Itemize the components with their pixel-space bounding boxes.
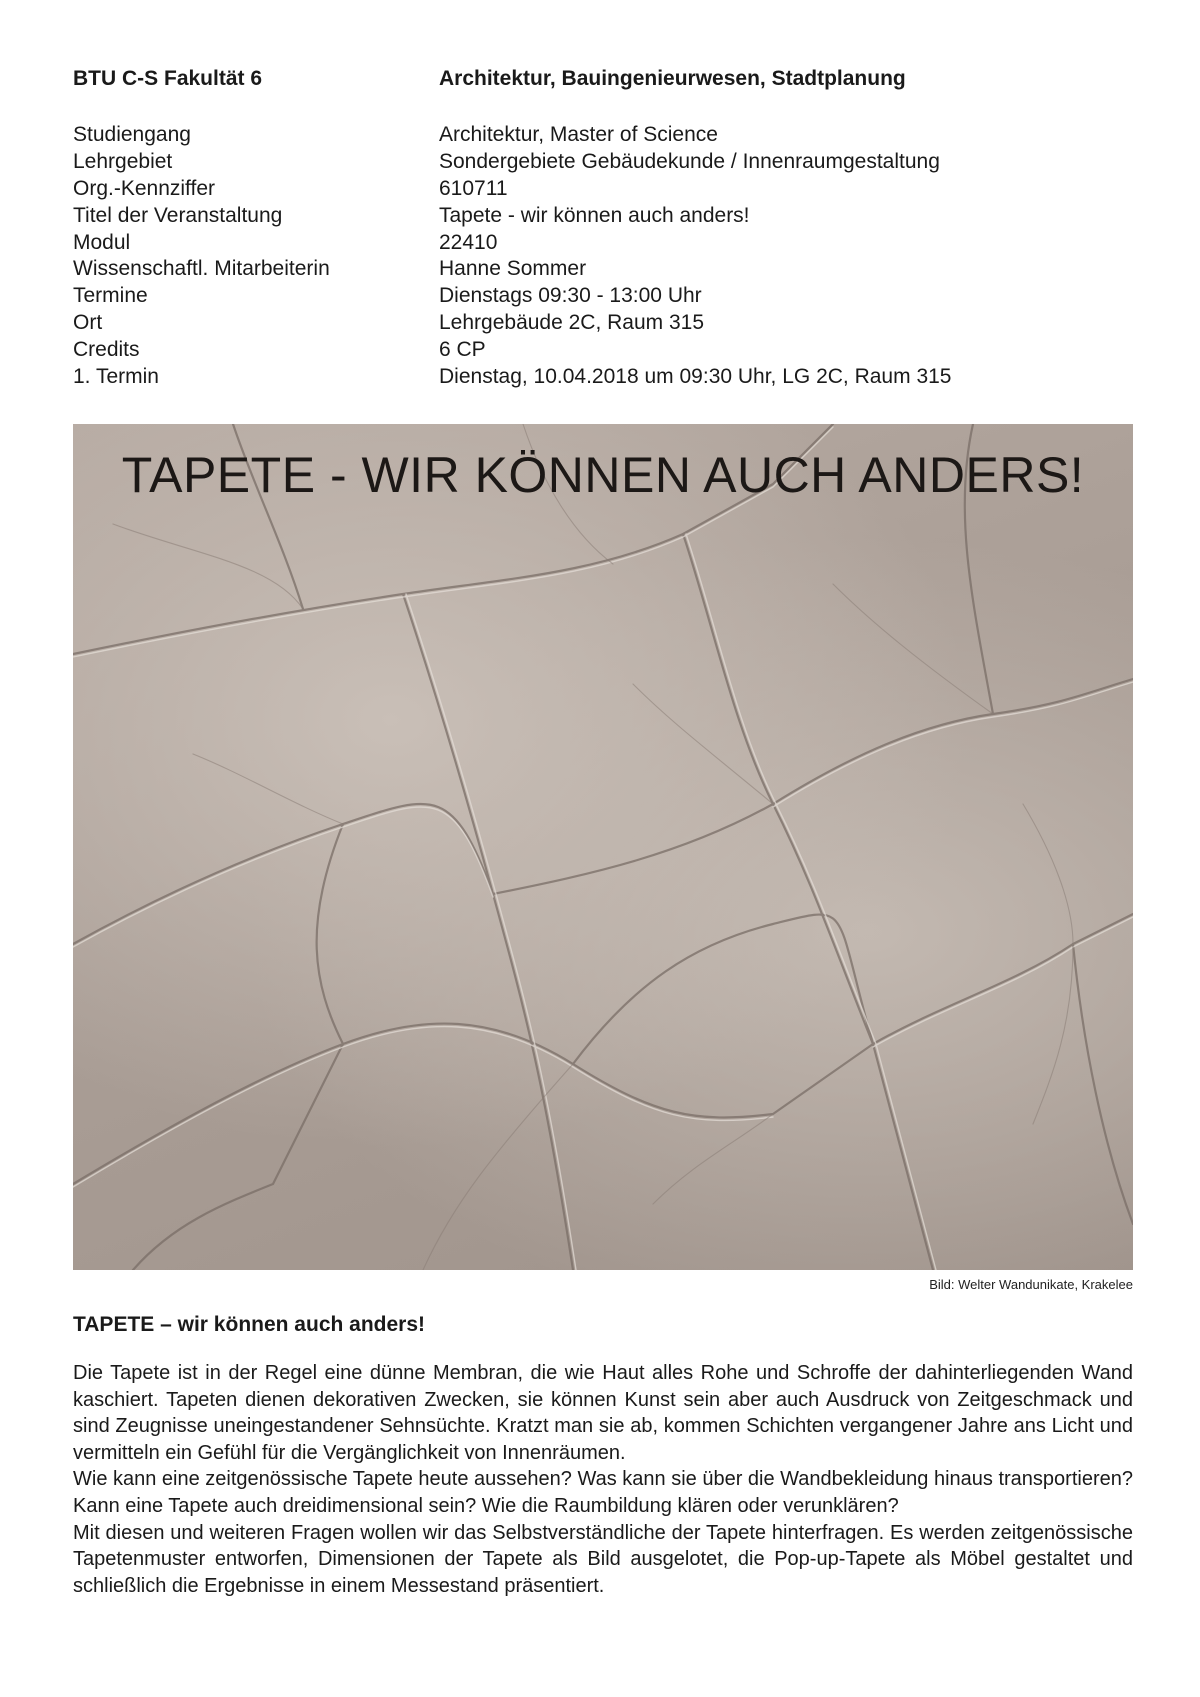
article-body (73, 1360, 1133, 1599)
info-row-course-title (73, 203, 1133, 230)
hero-title: TAPETE - WIR KÖNNEN AUCH ANDERS! (121, 447, 1085, 503)
image-credit: Bild: Welter Wandunikate, Krakelee (929, 1277, 1133, 1292)
info-row-dates (73, 283, 1133, 310)
info-label: Titel der Veranstaltung (73, 203, 283, 227)
info-value: Tapete - wir können auch anders! (439, 203, 750, 227)
info-label: 1. Termin (73, 365, 159, 389)
info-label: Wissenschaftl. Mitarbeiterin (73, 257, 330, 281)
info-label: Studiengang (73, 123, 191, 146)
info-value: Lehrgebäude 2C, Raum 315 (439, 311, 705, 335)
info-label: Org.-Kennziffer (73, 176, 216, 200)
info-value: 22410 (439, 230, 498, 254)
article-paragraph: Die Tapete ist in der Regel eine dünne Membran, die wie Haut alles Rohe und Schroffe der dahinterliegenden Wand kaschiert. Tapeten dienen dekorativen Zwecken, sie können Kunst sein aber auch Ausdruck von Zeitgeschmack und sind Zeugnisse uneingestandener Sehnsüchte. Kratzt man sie ab, kommen Schichten vergangener Jahre ans Licht und vermitteln ein Gefühl für die Vergänglichkeit von Innenräumen. (73, 1362, 1133, 1464)
info-row-study-program (73, 122, 1133, 149)
article-paragraph: Wie kann eine zeitgenössische Tapete heute aussehen? Was kann sie über die Wandbekleidung hinaus transportieren? Kann eine Tapete auch dreidimensional sein? Wie die Raumbildung klären oder verunklären? (73, 1468, 1133, 1517)
info-value: 610711 (439, 176, 508, 200)
craquelure-texture (73, 424, 1133, 1270)
article-title: TAPETE – wir können auch anders! (73, 1313, 426, 1336)
info-label: Credits (73, 338, 140, 362)
info-value: Dienstag, 10.04.2018 um 09:30 Uhr, LG 2C, Raum 315 (439, 365, 952, 389)
info-row-module (73, 230, 1133, 257)
info-value: Dienstags 09:30 - 13:00 Uhr (439, 284, 702, 308)
info-row-first-date (73, 364, 1133, 391)
course-info-table (73, 122, 1133, 391)
article-paragraph: Mit diesen und weiteren Fragen wollen wir das Selbstverständliche der Tapete hinterfragen. Es werden zeitgenössische Tapetenmuster entworfen, Dimensionen der Tapete als Bild ausgelotet, die Pop-up-Tapete als Möbel gestaltet und schließlich die Ergebnisse in einem Messestand präsentiert. (73, 1521, 1133, 1597)
info-value: 6 CP (439, 338, 486, 362)
info-label: Termine (73, 284, 148, 308)
info-label: Modul (73, 230, 131, 254)
info-row-credits (73, 337, 1133, 364)
info-value: Architektur, Master of Science (439, 123, 718, 146)
info-value: Hanne Sommer (439, 257, 587, 281)
info-value: Sondergebiete Gebäudekunde / Innenraumgestaltung (439, 149, 940, 173)
info-row-location (73, 310, 1133, 337)
info-row-staff (73, 256, 1133, 283)
info-row-org-code (73, 176, 1133, 203)
info-label: Ort (73, 311, 103, 335)
faculty-label: BTU C-S Fakultät 6 (73, 67, 263, 90)
info-row-teaching-area (73, 149, 1133, 176)
faculty-name: Architektur, Bauingenieurwesen, Stadtplanung (439, 67, 906, 90)
info-label: Lehrgebiet (73, 149, 173, 173)
hero-image-cracked-surface (73, 424, 1133, 1270)
